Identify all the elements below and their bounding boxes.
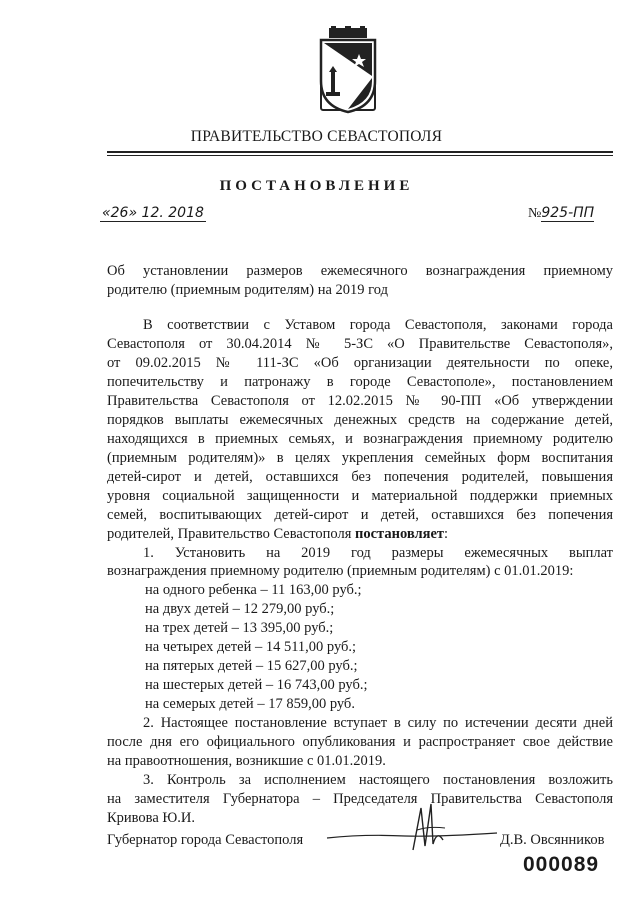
preamble-line: порядков выплаты ежемесячных денежных средств на содержание детей, xyxy=(107,412,613,428)
handwritten-signature xyxy=(325,800,500,860)
preamble-last-text: родителей, Правительство Севастополя xyxy=(107,526,352,542)
decision-colon: : xyxy=(444,526,449,542)
registration-number: 000089 xyxy=(523,853,600,876)
preamble-line: от 09.02.2015 № 111-ЗС «Об организации деятельности по опеке, xyxy=(107,355,613,371)
decision-word: постановляет xyxy=(355,526,445,542)
header-rule-thin xyxy=(107,155,613,156)
number-prefix: № xyxy=(528,206,542,221)
rate-list-item: на одного ребенка – 11 163,00 руб.; xyxy=(145,582,362,598)
preamble-line: находящихся в приемных семьях, и вознаграждения приемному родителю xyxy=(107,431,613,447)
item-3-line-1: 3. Контроль за исполнением настоящего постановления возложить xyxy=(143,772,613,788)
preamble-line: (приемным родителям)» в целях укрепления семейных форм воспитания xyxy=(107,450,613,466)
item-1-line-2: вознаграждения приемному родителю (приемным родителям) с 01.01.2019: xyxy=(107,563,574,579)
preamble-line: Правительства Севастополя от 12.02.2015 № 90-ПП «Об утверждении xyxy=(107,393,613,409)
rate-list-item: на двух детей – 12 279,00 руб.; xyxy=(145,601,335,617)
title-line-1: Об установлении размеров ежемесячного вознаграждения приемному xyxy=(107,263,613,279)
preamble-line: попечительству и патронажу в городе Севастополе», постановлением xyxy=(107,374,613,390)
signatory-name: Д.В. Овсянников xyxy=(500,832,605,848)
rate-list-item: на трех детей – 13 395,00 руб.; xyxy=(145,620,334,636)
item-2-line-1: 2. Настоящее постановление вступает в силу по истечении десяти дней xyxy=(143,715,613,731)
item-2-line-3: на правоотношения, возникшие с 01.01.2019. xyxy=(107,753,386,769)
document-type: ПОСТАНОВЛЕНИЕ xyxy=(219,178,414,194)
rate-list-item: на четырех детей – 14 511,00 руб.; xyxy=(145,639,357,655)
preamble-last-line xyxy=(107,525,613,544)
rate-list-item: на шестерых детей – 16 743,00 руб.; xyxy=(145,677,368,693)
item-2-line-2: после дня его официального опубликования и распространяет свое действие xyxy=(107,734,613,750)
preamble-line: уровня социальной защищенности и материальной поддержки приемных xyxy=(107,488,613,504)
preamble-line: семей, воспитывающих детей-сирот и детей, оставшихся без попечения xyxy=(107,507,613,523)
item-3-line-2: на заместителя Губернатора – Председателя Правительства Севастополя xyxy=(107,791,613,807)
title-line-2: родителю (приемным родителям) на 2019 год xyxy=(107,282,388,298)
coat-of-arms-icon xyxy=(313,26,383,116)
rate-list-item: на пятерых детей – 15 627,00 руб.; xyxy=(145,658,358,674)
preamble-line: Севастополя от 30.04.2014 № 5-ЗС «О Правительстве Севастополя», xyxy=(107,336,613,352)
signatory-role: Губернатор города Севастополя xyxy=(107,832,304,848)
preamble-line: детей-сирот и детей, оставшихся без попечения родителей, повышения xyxy=(107,469,613,485)
document-number xyxy=(528,205,594,222)
header-rule-thick xyxy=(107,151,613,153)
item-1-line-1: 1. Установить на 2019 год размеры ежемесячных выплат xyxy=(143,545,613,561)
document-date xyxy=(100,205,206,222)
date-value: «26» 12. 2018 xyxy=(102,205,204,221)
item-3-line-3: Кривова Ю.И. xyxy=(107,810,196,826)
organization-name: ПРАВИТЕЛЬСТВО СЕВАСТОПОЛЯ xyxy=(190,128,443,145)
number-value: 925-ПП xyxy=(541,205,595,221)
rate-list-item: на семерых детей – 17 859,00 руб. xyxy=(145,696,355,712)
preamble-line: В соответствии с Уставом города Севастополя, законами города xyxy=(143,317,613,333)
